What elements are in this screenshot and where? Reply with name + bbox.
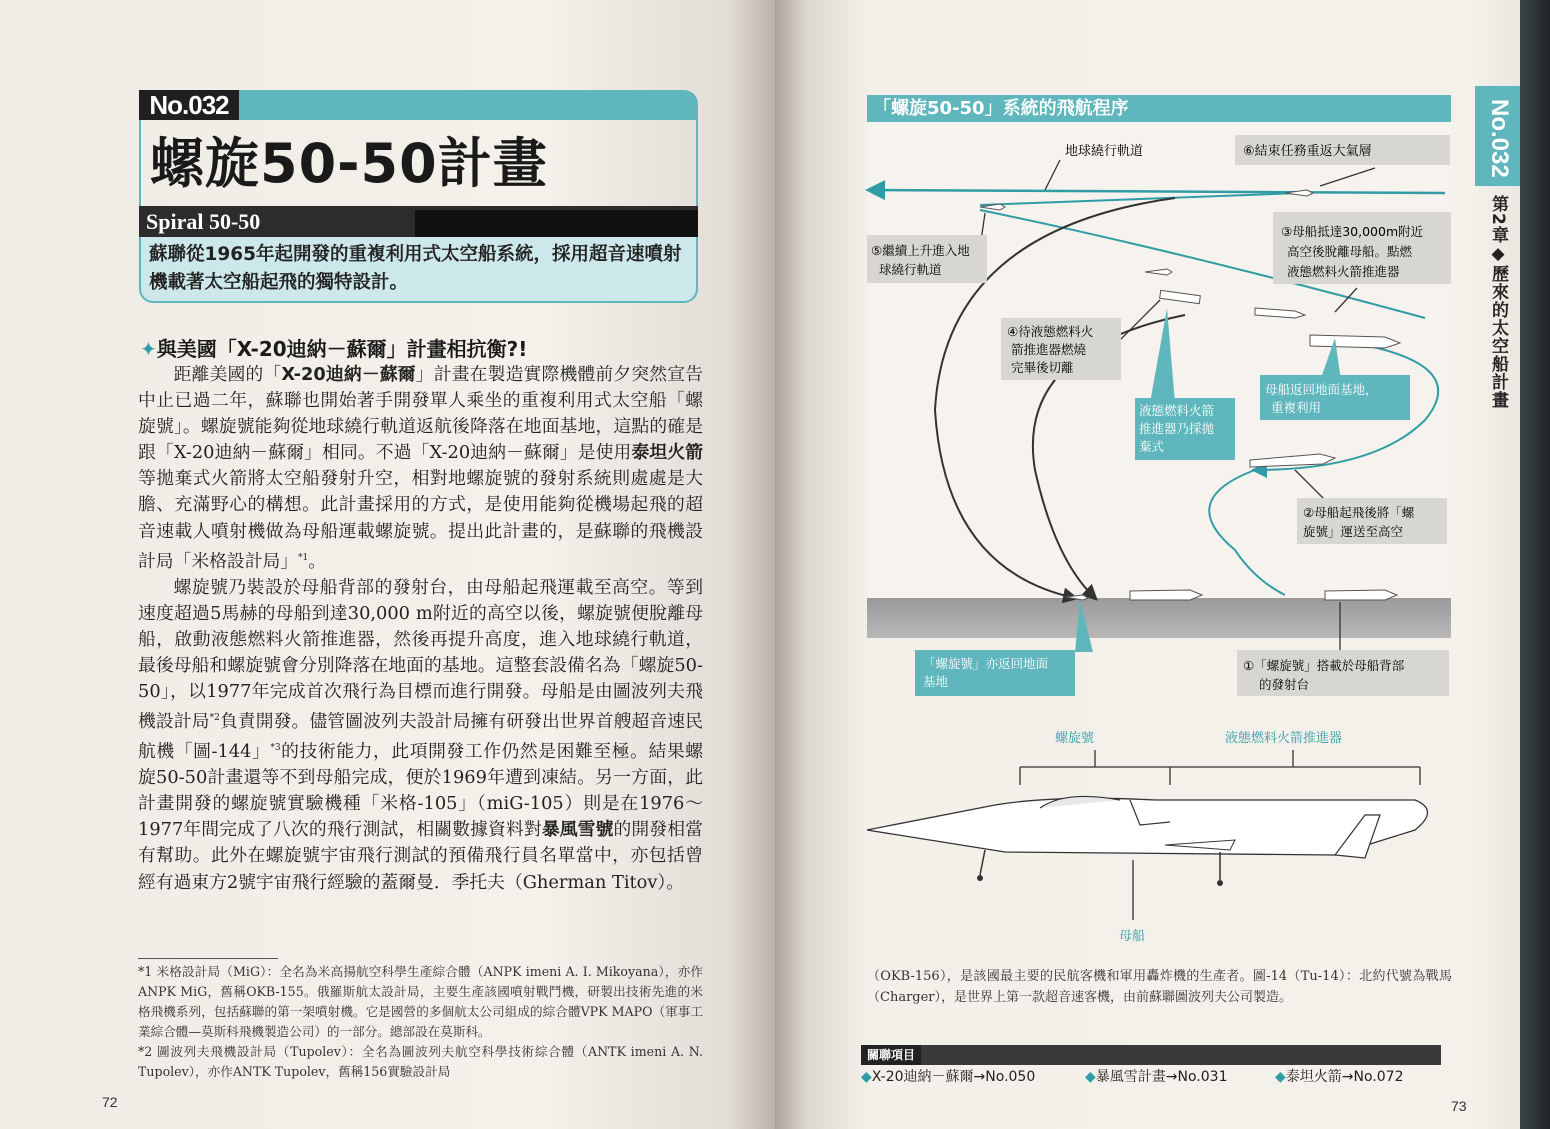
booster-label: 液態燃料火箭推進器 [1225,731,1343,746]
page-title: 螺旋50-50計畫 [150,132,548,195]
subtitle: Spiral 50-50 [146,209,261,234]
diagram-title: 「螺旋50-50」系統的飛航程序 [867,95,1451,122]
mother-ship-label: 母船 [1119,929,1146,944]
craft-side-view [867,796,1428,886]
step4-label-c: 完畢後切離 [1011,360,1074,375]
side-number: No.032 [1486,98,1513,178]
body-text [138,362,703,896]
summary-box: 蘇聯從1965年起開發的重複利用式太空船系統，採用超音速噴射機載著太空船起飛的獨特設計。 [139,237,698,303]
mother-return-label-a: 母船返回地面基地， [1265,382,1378,397]
page-number: 73 [1451,1098,1467,1114]
section-heading: ✦與美國「X-20迪納－蘇爾」計畫相抗衡?! [140,337,528,361]
liquid-booster-label-b: 推進器乃採拋 [1139,421,1215,436]
ground-strip [867,598,1451,638]
footnote-1: *1 米格設計局（MiG）：全名為米高揚航空科學生產綜合體（ANPK imeni A. I. Mikoyana），亦作ANPK MiG，舊稱OKB-155。俄羅斯航太設計局，主要生產該國噴射戰鬥機，研製出技術先進的米格飛機系列，包括蘇聯的第一架噴射機。它是國營的多個航太公司組成的綜合體VPK MAPO（軍事工業綜合體—莫斯科飛機製造公司）的一部分。總部設在莫斯科。 [138,964,703,1039]
mother-return-label-b: 重複利用 [1271,400,1322,415]
liquid-booster-label-c: 棄式 [1139,439,1165,454]
step6-label: ⑥結束任務重返大氣層 [1243,144,1372,159]
spiral-craft-label: 螺旋號 [1055,731,1095,746]
step5-label-b: 球繞行軌道 [879,262,942,277]
chapter-label: 第2章◆歷來的太空船計畫 [1488,195,1508,409]
step5-label-a: ⑤繼續上升進入地 [871,243,970,258]
step1-label-a: ①「螺旋號」搭載於母船背部 [1243,658,1405,673]
step2-label-a: ②母船起飛後將「螺 [1303,505,1415,520]
related-bar [861,1045,1441,1065]
step3-label-c: 液態燃料火箭推進器 [1287,264,1400,279]
related-link-titan[interactable]: ◆泰坦火箭→No.072 [1275,1069,1404,1085]
paragraph-2: 螺旋號乃裝設於母船背部的發射台，由母船起飛運載至高空。等到速度超過5馬赫的母船到達30,000 m附近的高空以後，螺旋號便脫離母船，啟動液態燃料火箭推進器，然後再提升高度，進入地球繞行軌道，最後母船和螺旋號會分別降落在地面的基地。這整套設備名為「螺旋50-50」，以1977年完成首次飛行為目標而進行開發。母船是由圖波列夫飛機設計局$^{*2}$負責開發。儘管圖波列夫設計局擁有研發出世界首艘超音速民航機「圖-144」$^{*3}$的技術能力，此項開發工作仍然是困難至極。結果螺旋50-50計畫還等不到母船完成，便於1969年遭到凍結。另一方面，此計畫開發的螺旋號實驗機種「米格-105」（miG-105）則是在1976～1977年間完成了八次的飛行測試，相關數據資料對暴風雪號的開發相當有幫助。此外在螺旋號宇宙飛行測試的預備飛行員名單當中，亦包括曾經有過東方2號宇宙飛行經驗的蓋爾曼．季托夫（Gherman Titov）。 [138,576,703,893]
header-bar [239,90,698,120]
step1-label-b: 的發射台 [1259,677,1310,692]
flight-sequence-diagram [775,0,1535,960]
footnotes [138,962,703,1082]
step3-label-b: 高空後脫離母船。點燃 [1287,244,1413,259]
diamond-icon: ◆ [1085,1069,1096,1085]
spiral-return-label-b: 基地 [923,674,949,689]
footnote-continued: （OKB-156），是該國最主要的民航客機和軍用轟炸機的生產者。圖-14（Tu-14）：北約代號為戰馬（Charger），是世界上第一款超音速客機，由前蘇聯圖波列夫公司製造。 [867,969,1452,1005]
item-number-tag: No.032 [139,90,239,120]
mother-ship-launch [1325,590,1397,600]
footnote-rule [138,958,278,959]
right-page [775,0,1550,1129]
diamond-icon: ◆ [861,1069,872,1085]
subtitle-shade [415,210,698,237]
related-link-buran[interactable]: ◆暴風雪計畫→No.031 [1085,1069,1228,1085]
related-title: 關聯項目 [861,1045,921,1065]
mother-ship-ground [1130,590,1202,600]
spiral-return-label-a: 「螺旋號」亦返回地面 [923,656,1049,671]
step3-label-a: ③母船抵達30,000m附近 [1281,224,1424,239]
footnote-2: *2 圖波列夫飛機設計局（Tupolev）：全名為圖波列夫航空科學技術綜合體（ANTK imeni A. N. Tupolev），亦作ANTK Tupolev，舊稱156實驗設計局 [138,1044,703,1079]
liquid-booster-label-a: 液態燃料火箭 [1139,403,1215,418]
paragraph-1: 距離美國的「X-20迪納－蘇爾」計畫在製造實際機體前夕突然宣告中止已過二年，蘇聯也開始著手開發單人乘坐的重複利用式太空船「螺旋號」。螺旋號能夠從地球繞行軌道返航後降落在地面基地，這點的確是跟「X-20迪納－蘇爾」相同。不過「X-20迪納－蘇爾」是使用泰坦火箭等拋棄式火箭將太空船發射升空，相對地螺旋號的發射系統則處處是大膽、充滿野心的構想。此計畫採用的方式，是使用能夠從機場起飛的超音速載人噴射機做為母船運載螺旋號。提出此計畫的，是蘇聯的飛機設計局「米格設計局」$^{*1}$。 [138,364,703,572]
step4-label-a: ④待液態燃料火 [1007,324,1094,339]
step4-label-b: 箭推進器燃燒 [1011,342,1087,357]
diamond-icon: ◆ [1275,1069,1286,1085]
orbit-label: 地球繞行軌道 [1065,144,1144,159]
book-edge [1520,0,1550,1129]
related-link-x20[interactable]: ◆X-20迪納－蘇爾→No.050 [861,1069,1036,1085]
step2-label-b: 旋號」運送至高空 [1303,524,1404,539]
diamond-icon: ✦ [140,337,157,361]
page-number: 72 [102,1094,118,1110]
